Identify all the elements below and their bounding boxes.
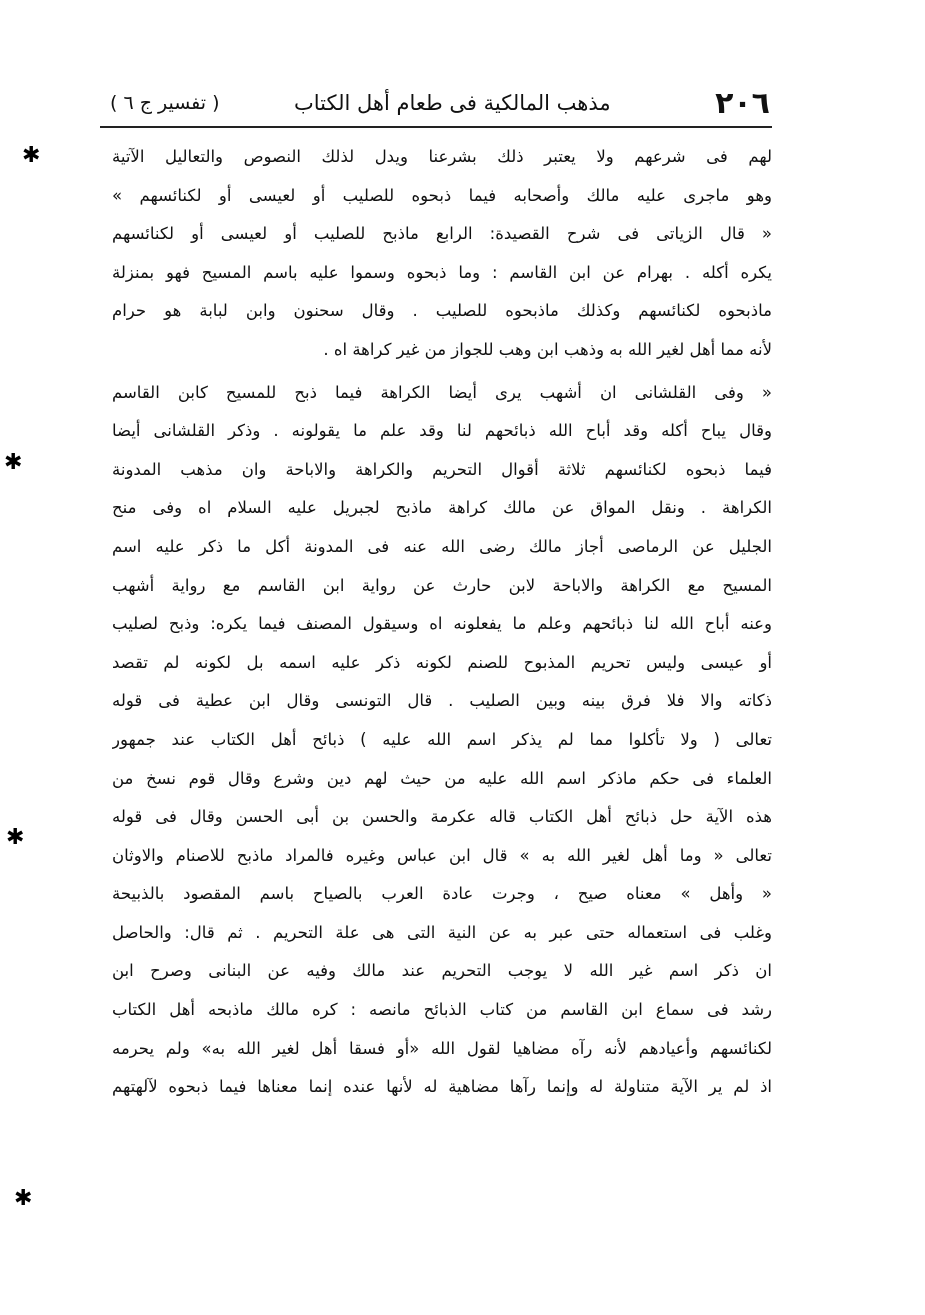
text-line: فيما ذبحوه لكنائسهم ثلاثة أقوال التحريم والكراهة والاباحة وان مذهب المدونة <box>112 459 772 479</box>
text-line: لأنه مما أهل لغير الله به وذهب ابن وهب للجواز من غير كراهة اه . <box>323 339 772 359</box>
text-line: الجليل عن الرماصى أجاز مالك رضى الله عنه فى المدونة أكل ما ذكر عليه اسم <box>112 536 772 556</box>
text-line: وغلب فى استعماله حتى عبر به عن النية التى هى علة التحريم . ثم قال: والحاصل <box>112 922 772 942</box>
margin-ornament-icon: ✱ <box>6 825 25 850</box>
margin-ornament-icon: ✱ <box>14 1186 33 1211</box>
body-text <box>112 138 772 1107</box>
text-line: اذ لم ير الآية متناولة له وإنما رآها مضاهية له لأنها عنده إنما معناها فيما ذبحوه لآلهتهم <box>112 1077 772 1097</box>
text-line: رشد فى سماع ابن القاسم من كتاب الذبائح مانصه : كره مالك ماذبحه أهل الكتاب <box>112 1000 772 1020</box>
text-line: « قال الزياتى فى شرح القصيدة: الرابع ماذبح للصليب أو لعيسى أو لكنائسهم <box>112 224 772 244</box>
text-line: المسيح مع الكراهة والاباحة لابن حارث عن رواية ابن القاسم مع رواية أشهب <box>112 575 772 595</box>
text-line: ان ذكر اسم غير الله لا يوجب التحريم عند مالك وفيه عن البنانى وصرح ابن <box>112 961 772 981</box>
text-line: « وأهل » معناه صيح ، وجرت عادة العرب بالصياح باسم المقصود بالذبيحة <box>112 884 772 904</box>
page-number: ٢٠٦ <box>715 85 770 121</box>
margin-ornament-icon: ✱ <box>4 450 23 475</box>
running-title: مذهب المالكية فى طعام أهل الكتاب <box>293 91 611 115</box>
text-line: وقال يباح أكله وقد أباح الله ذبائحهم لنا وقد علم ما يقولونه . وذكر القلشانى أيضا <box>112 421 772 441</box>
margin-ornament-icon: ✱ <box>22 143 41 168</box>
text-line: ماذبحوه لكنائسهم وكذلك ماذبحوه للصليب . وقال سحنون وابن لبابة هو حرام <box>112 301 772 321</box>
text-line: تعالى ( ولا تأكلوا مما لم يذكر اسم الله عليه ) ذبائح أهل الكتاب عند جمهور <box>112 729 772 749</box>
text-line: وعنه أباح الله لنا ذبائحهم وعلم ما يفعلونه اه وسيقول المصنف فيما يكره: وذبح لصليب <box>112 614 772 634</box>
page-header <box>110 86 770 120</box>
volume-reference: ( تفسير ج ٦ ) <box>110 92 220 114</box>
text-line: الكراهة . ونقل المواق عن مالك كراهة ماذبح لجبريل عليه السلام اه وفى منح <box>112 498 772 518</box>
text-line: ذكاته والا فلا فرق بينه وبين الصليب . قال التونسى وقال ابن عطية فى قوله <box>112 691 772 711</box>
text-line: أو عيسى وليس تحريم المذبوح للصنم لكونه ذكر عليه اسمه بل لكونه لم تقصد <box>112 652 772 672</box>
text-line: « وفى القلشانى ان أشهب يرى أيضا الكراهة فيما ذبح للمسيح كابن القاسم <box>112 382 772 402</box>
text-line: لهم فى شرعهم ولا يعتبر ذلك بشرعنا ويدل لذلك النصوص والتعاليل الآتية <box>112 147 772 166</box>
header-rule <box>100 126 772 128</box>
text-line: لكنائسهم وأعيادهم لأنه رآه مضاهيا لقول الله «أو فسقا أهل لغير الله به» ولم يحرمه <box>112 1038 772 1058</box>
text-line: يكره أكله . بهرام عن ابن القاسم : وما ذبحوه وسموا عليه باسم المسيح فهو بمنزلة <box>112 262 772 282</box>
text-line: هذه الآية حل ذبائح أهل الكتاب قاله عكرمة والحسن بن أبى الحسن وقال فى قوله <box>112 807 772 827</box>
text-line: وهو ماجرى عليه مالك وأصحابه فيما ذبحوه للصليب أو لعيسى أو لكنائسهم » <box>112 185 772 205</box>
text-line: العلماء فى حكم ماذكر اسم الله عليه من حيث لهم دين وشرع وقال قوم نسخ من <box>112 768 772 788</box>
text-line: تعالى « وما أهل لغير الله به » قال ابن عباس وغيره فالمراد ماذبح للاصنام والاوثان <box>112 845 772 865</box>
